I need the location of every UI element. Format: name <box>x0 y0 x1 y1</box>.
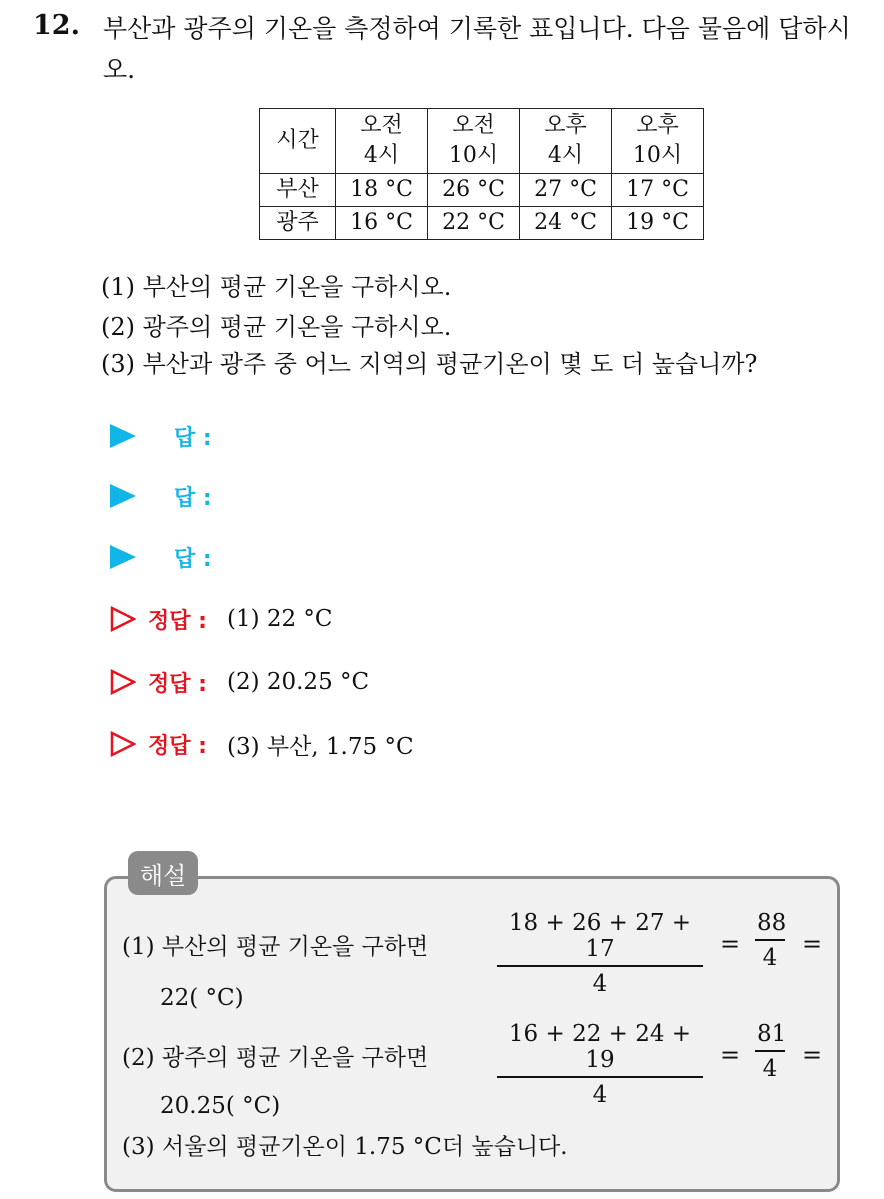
table-cell: 24 °C <box>520 207 612 240</box>
correct-answer-3 <box>110 726 414 762</box>
sub-question-1: (1) 부산의 평균 기온을 구하시오. <box>101 273 452 301</box>
fraction-sum-1: 18 + 26 + 27 + 17 4 <box>497 910 703 997</box>
answer-label: 답 : <box>174 425 212 451</box>
table-cell: 27 °C <box>520 174 612 207</box>
fraction-total-1: 88 4 <box>757 910 787 971</box>
temperature-table <box>259 108 704 240</box>
table-header-cell: 오전 4시 <box>336 109 428 174</box>
explanation-line-1: (1) 부산의 평균 기온을 구하면 <box>122 934 429 960</box>
correct-value: (2) 20.25 °C <box>226 669 370 695</box>
correct-value: (3) 부산, 1.75 °C <box>226 733 414 760</box>
fraction-sum-2: 16 + 22 + 24 + 19 4 <box>497 1021 703 1108</box>
answer-line-3[interactable] <box>110 539 212 575</box>
table-cell: 18 °C <box>336 174 428 207</box>
explanation-result-1: 22( °C) <box>160 985 244 1011</box>
table-header-cell: 오후 10시 <box>612 109 704 174</box>
play-arrow-icon <box>110 424 136 448</box>
fraction-total-2: 81 4 <box>757 1021 787 1082</box>
play-arrow-icon <box>110 545 136 569</box>
table-cell: 16 °C <box>336 207 428 240</box>
equals-sign: = <box>720 930 741 958</box>
answer-label: 답 : <box>174 485 212 511</box>
answer-line-1[interactable] <box>110 418 212 454</box>
correct-answer-2 <box>110 664 369 700</box>
table-cell: 19 °C <box>612 207 704 240</box>
table-row <box>260 174 704 207</box>
table-header-cell: 오후 4시 <box>520 109 612 174</box>
correct-value: (1) 22 °C <box>226 606 333 632</box>
explanation-tab: 해설 <box>128 851 198 895</box>
table-row <box>260 207 704 240</box>
outline-arrow-icon <box>110 669 136 695</box>
equals-sign: = <box>802 1041 823 1069</box>
correct-label: 정답 : <box>148 671 207 697</box>
table-header-row <box>260 109 704 174</box>
answer-label: 답 : <box>174 546 212 572</box>
sub-question-2: (2) 광주의 평균 기온을 구하시오. <box>101 313 452 341</box>
question-text: 부산과 광주의 기온을 측정하여 기록한 표입니다. 다음 물음에 답하시오. <box>103 14 851 84</box>
answer-line-2[interactable] <box>110 478 212 514</box>
play-arrow-icon <box>110 484 136 508</box>
correct-label: 정답 : <box>148 608 207 634</box>
explanation-line-2: (2) 광주의 평균 기온을 구하면 <box>122 1045 429 1071</box>
explanation-line-3: (3) 서울의 평균기온이 1.75 °C더 높습니다. <box>122 1134 568 1160</box>
table-header-time: 시간 <box>260 109 336 174</box>
table-cell: 26 °C <box>428 174 520 207</box>
outline-arrow-icon <box>110 606 136 632</box>
outline-arrow-icon <box>110 731 136 757</box>
correct-label: 정답 : <box>148 733 207 759</box>
equals-sign: = <box>720 1041 741 1069</box>
sub-question-3: (3) 부산과 광주 중 어느 지역의 평균기온이 몇 도 더 높습니까? <box>101 350 758 378</box>
correct-answer-1 <box>110 601 333 637</box>
table-row-city: 부산 <box>260 174 336 207</box>
table-row-city: 광주 <box>260 207 336 240</box>
equals-sign: = <box>802 930 823 958</box>
table-cell: 22 °C <box>428 207 520 240</box>
table-cell: 17 °C <box>612 174 704 207</box>
table-header-cell: 오전 10시 <box>428 109 520 174</box>
question-number: 12. <box>33 10 80 41</box>
explanation-result-2: 20.25( °C) <box>160 1093 281 1119</box>
